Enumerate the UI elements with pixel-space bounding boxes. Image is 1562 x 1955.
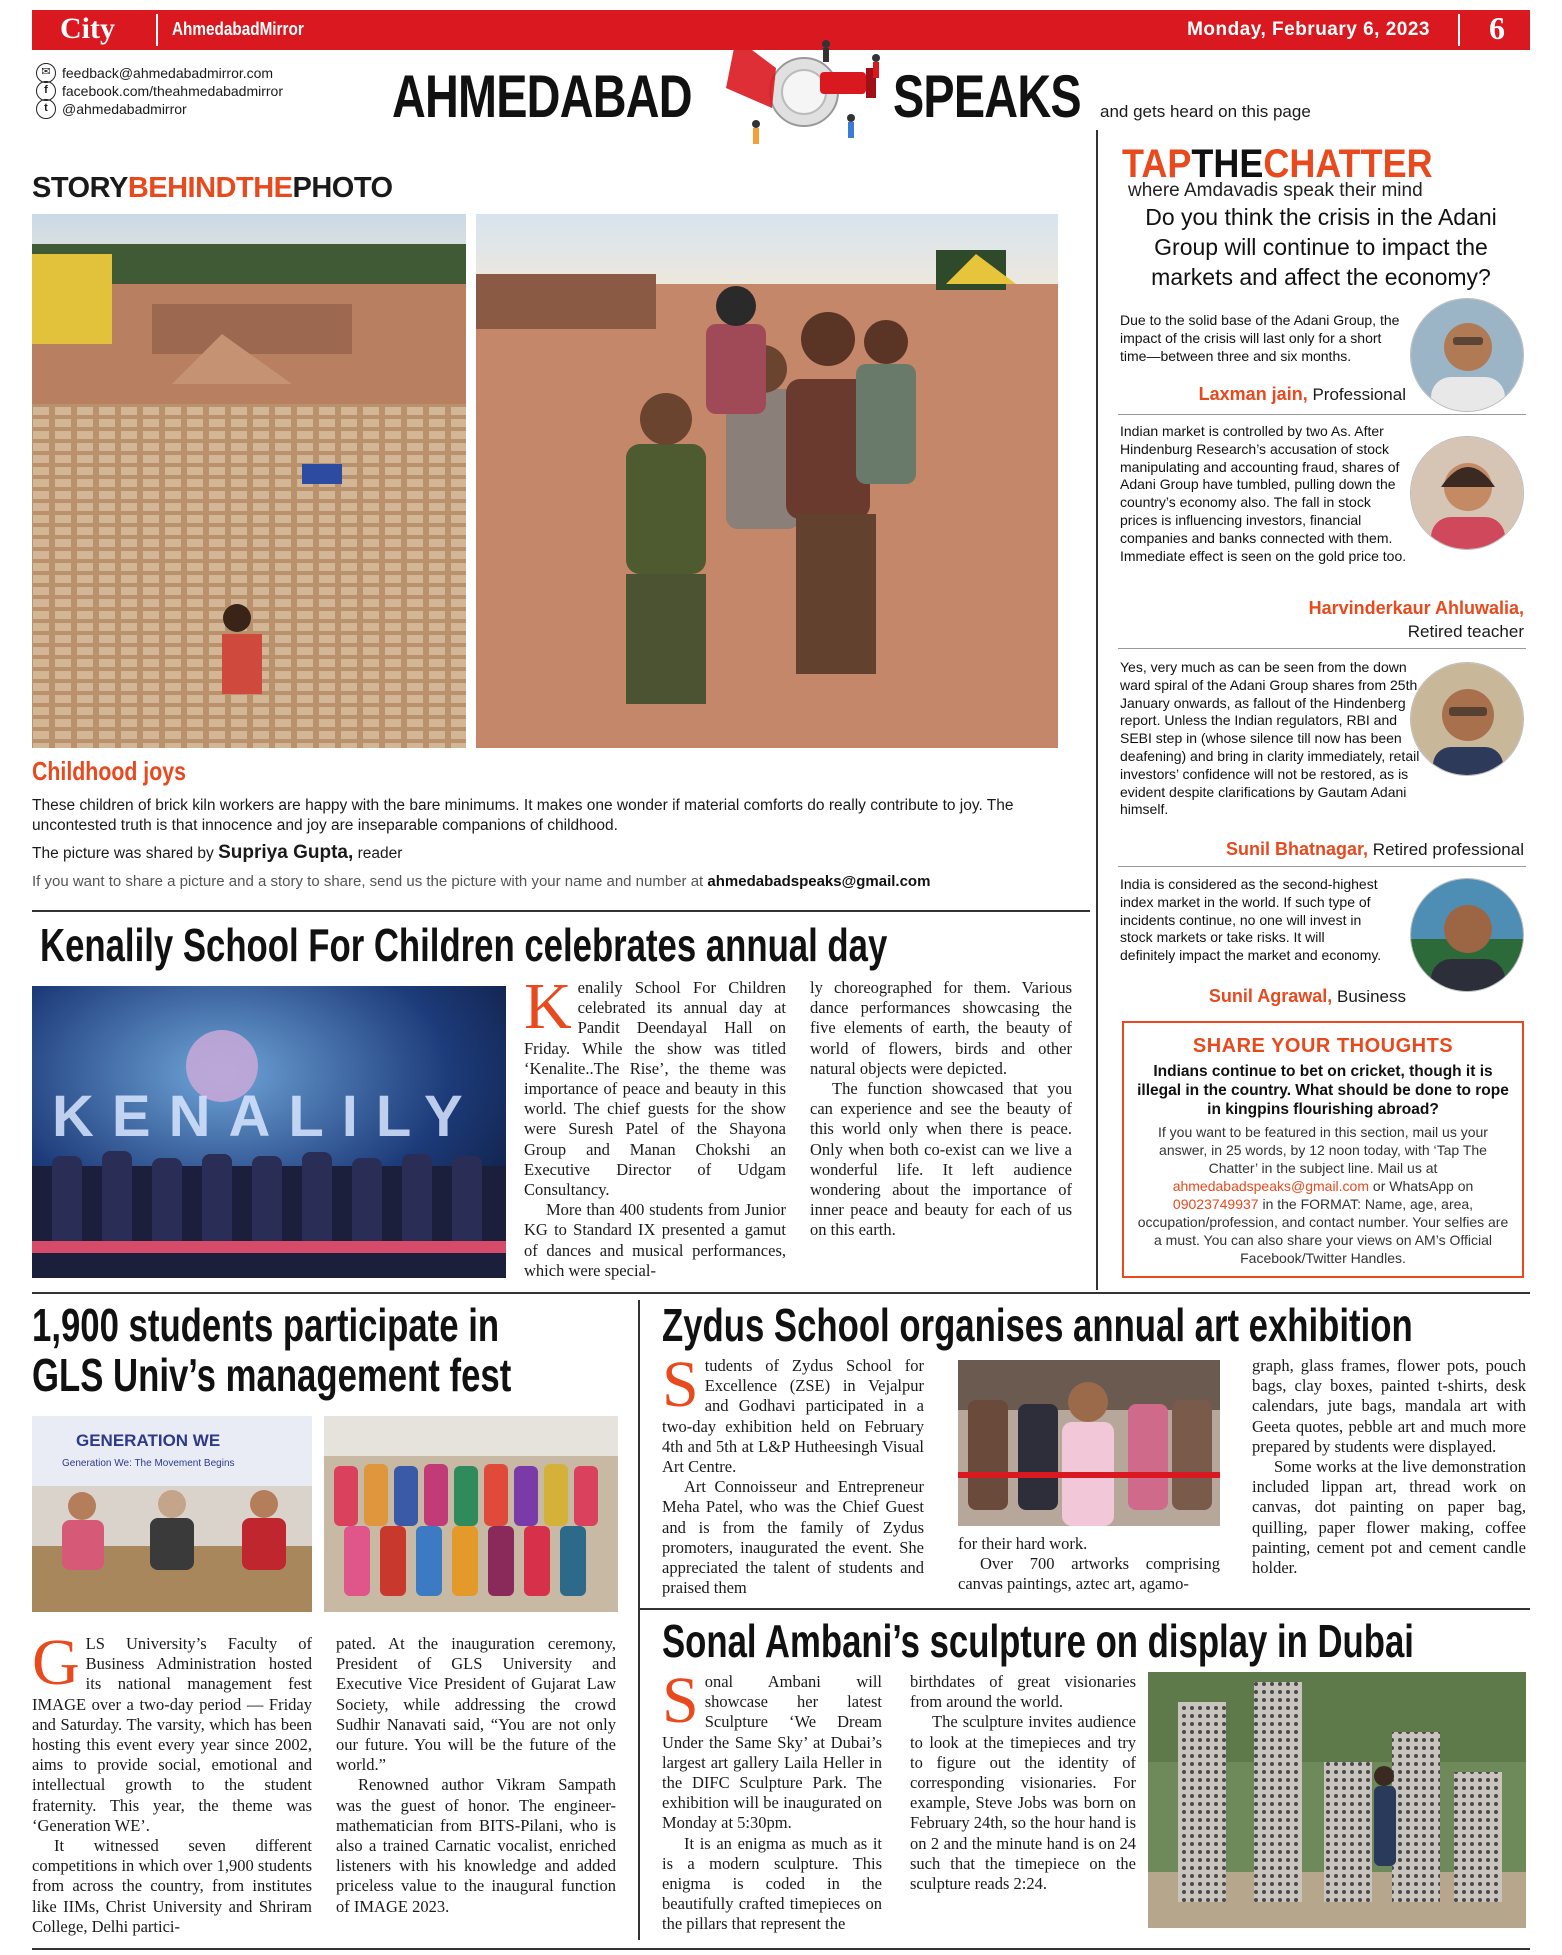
credit-name: Supriya Gupta,: [218, 842, 354, 863]
sonal-col-1: [662, 1664, 882, 1935]
issue-date: Monday, February 6, 2023: [1187, 19, 1430, 40]
avatar: [1410, 436, 1524, 550]
chatter-answer-1: Due to the solid base of the Adani Group, the impact of the crisis will last only for a short time—between three and six months.: [1120, 312, 1400, 364]
masthead-tagline: and gets heard on this page: [1100, 102, 1311, 121]
chatter-question: Do you think the crisis in the Adani Group will continue to impact the markets and affect the economy?: [1145, 204, 1497, 290]
photo-banner-sub: Generation We: The Movement Begins: [62, 1458, 235, 1469]
sonal-headline: Sonal Ambani’s sculpture on display in Dubai: [662, 1615, 1414, 1667]
title-part: BEHINDTHE: [127, 172, 293, 204]
share-instructions: [1134, 1123, 1512, 1267]
email-text: feedback@ahmedabadmirror.com: [62, 65, 274, 81]
credit-prefix: The picture was shared by: [32, 845, 214, 862]
author-name: Sunil Bhatnagar,: [1226, 839, 1369, 859]
stage-lettering: KENALILY: [52, 1084, 481, 1149]
column-rule: [1096, 130, 1098, 1290]
caption-heading-text: Childhood joys: [32, 756, 186, 786]
twitter-icon: t: [36, 99, 56, 119]
article-text: Over 700 artworks comprising canvas paintings, aztec art, agamo-: [958, 1554, 1220, 1594]
author-role: Retired professional: [1372, 840, 1524, 859]
submit-note: [32, 873, 930, 890]
article-text: graph, glass frames, flower pots, pouch bags, clay boxes, painted t-shirts, desk calendars, jute bags, mandala art with Geeta quotes, pebble art and much more prepared by students were displayed.: [1252, 1356, 1526, 1456]
facebook-text: facebook.com/theahmedabadmirror: [62, 83, 284, 99]
zydus-headline-wrap: [662, 1298, 1562, 1352]
gls-headline-line-2: GLS Univ’s management fest: [32, 1349, 512, 1401]
sonal-headline-wrap: [662, 1614, 1562, 1668]
answer-divider: [1118, 648, 1526, 649]
brick-kiln-photo: [32, 214, 466, 748]
share-email-link[interactable]: ahmedabadspeaks@gmail.com: [1172, 1178, 1370, 1194]
article-text: enalily School For Children celebrated its annual day at Pandit Deendayal Hall on Friday. While the show was titled ‘Kenalite..The Rise’, the theme was importance of peace and beauty in this world. The chief guests for the show were Suresh Patel of the Shayona Group and Manan Chokshi an Executive Director of Udgam Consultancy.: [524, 978, 786, 1200]
instructions-text: If you want to be featured in this section, mail us your answer, in 25 words, by 12 noon today, with ‘Tap The Chatter’ in the subject line. Mail us at: [1158, 1124, 1488, 1176]
author-name: Laxman jain,: [1198, 384, 1308, 404]
caption-heading: [32, 756, 220, 787]
photo-caption: These children of brick kiln workers are happy with the bare minimums. It makes one wonder if material comforts do really contribute to joy. The uncontested truth is that innocence and joy are inseparable companions of childhood.: [32, 797, 1014, 834]
author-role: Business: [1337, 987, 1406, 1006]
share-your-thoughts-box: [1122, 1021, 1524, 1278]
title-part: TAP: [1122, 142, 1192, 186]
author-name: Sunil Agrawal,: [1208, 986, 1333, 1006]
chatter-answer-3-author: [1226, 839, 1524, 860]
article-text: Art Connoisseur and Entrepreneur Meha Patel, who was the Chief Guest and is from the family of Zydus promoters, inaugurated the event. She appreciated the talent of students and praised them: [662, 1477, 924, 1598]
article-text: for their hard work.: [958, 1534, 1088, 1553]
chatter-answer-2-role: Retired teacher: [1407, 622, 1524, 641]
author-name: Harvinderkaur Ahluwalia,: [1308, 598, 1524, 618]
section-rule: [32, 910, 1090, 912]
share-question: Indians continue to bet on cricket, though it is illegal in the country. What should be done to rope in kingpins flourishing abroad?: [1137, 1063, 1509, 1118]
article-text: The sculpture invites audience to look at the timepieces and try to figure out the identity of corresponding visionaries. For example, Steve Jobs was born on February 24th, so the hour hand is on 2 and the minute hand is on 24 such that the timepiece on the sculpture reads 2:24.: [910, 1712, 1136, 1894]
instructions-text: in the FORMAT: Name, age, area, occupation/profession, and contact number. Your selfies are a must. You can also share your views on AM’s Official Facebook/Twitter Handles.: [1137, 1196, 1509, 1266]
gls-group-photo: [324, 1416, 618, 1612]
answer-divider: [1118, 414, 1526, 415]
avatar: [1410, 662, 1524, 776]
article-text: onal Ambani will showcase her latest Sculpture ‘We Dream Under the Same Sky’ at Dubai’s largest art gallery Laila Heller in the DIFC Sculpture Park. The exhibition will be inaugurated on Monday at 5:30pm.: [662, 1672, 882, 1833]
kenalily-col-2: [810, 978, 1072, 1241]
dropcap: K: [524, 970, 572, 1043]
article-text: ly choreographed for them. Various dance performances showcasing the five elements of earth, the beauty of world of flowers, birds and other natural objects were depicted.: [810, 978, 1072, 1078]
dropcap: G: [32, 1626, 80, 1699]
section-rule: [638, 1608, 1530, 1610]
avatar: [1410, 298, 1524, 412]
zydus-col-3: [1252, 1356, 1526, 1578]
gls-headline-wrap: [32, 1298, 667, 1402]
dropcap: S: [662, 1664, 699, 1737]
article-text: It witnessed seven different competitions in which over 1,900 students from across the country, from institutes like IIMs, Christ University and Shriram College, Delhi partici-: [32, 1836, 312, 1936]
section-rule: [32, 1948, 1530, 1950]
kenalily-stage-photo: [32, 986, 506, 1278]
loudspeaker-illustration: [716, 28, 886, 153]
chatter-answer-4-author: [1209, 986, 1406, 1007]
mail-icon: ✉: [36, 63, 56, 83]
contact-email[interactable]: [36, 64, 283, 82]
chatter-answer-4: India is considered as the second-highest index market in the world. If such type of incidents continue, no one will invest in stock markets or take risks. It will definitely impact the market and economy.: [1120, 876, 1382, 964]
kenalily-col-1: [524, 970, 786, 1281]
gls-headline-line-1: 1,900 students participate in: [32, 1299, 500, 1351]
chatter-answer-1-author: [1199, 384, 1406, 405]
title-part: STORY: [32, 172, 128, 204]
dropcap: S: [662, 1348, 699, 1421]
photo-banner: GENERATION WE: [76, 1431, 221, 1450]
article-text: The function showcased that you can experience and see the beauty of this world only when there is peace. Only when both co-exist can we live a wonderful life. It left audience wondering about the importance of inner peace and beauty for each of us on this earth.: [810, 1079, 1072, 1240]
chatter-answer-2: Indian market is controlled by two As. After Hindenburg Research’s accusation of stock manipulating and accounting fraud, shares of Adani Group have tumbled, pulling down the country’s economy also. The fall in stock prices is influencing investors, financial companies and banks connected with them. Immediate effect is seen on the gold price too.: [1120, 423, 1407, 564]
sonal-col-2: [910, 1672, 1136, 1894]
facebook-icon: f: [36, 81, 56, 101]
twitter-text: @ahmedabadmirror: [62, 101, 187, 117]
article-text: birthdates of great visionaries from around the world.: [910, 1672, 1136, 1712]
sculpture-photo: [1148, 1672, 1526, 1928]
gls-col-1: [32, 1626, 312, 1937]
contact-twitter[interactable]: [36, 100, 283, 118]
gls-col-2: [336, 1634, 616, 1917]
contact-facebook[interactable]: [36, 82, 283, 100]
title-part: THE: [1191, 142, 1264, 186]
masthead-left: AHMEDABAD: [392, 63, 692, 130]
zydus-headline: Zydus School organises annual art exhibition: [662, 1299, 1413, 1351]
section-name: City: [60, 12, 115, 45]
article-text: Renowned author Vikram Sampath was the guest of honor. The engineer-mathematician from BITS-Pilani, who is also a trained Carnatic vocalist, enriched listeners with his knowledge and added priceless value to the inaugural function of IMAGE 2023.: [336, 1775, 616, 1916]
share-title: SHARE YOUR THOUGHTS: [1192, 1035, 1454, 1057]
header-divider: [156, 14, 158, 46]
chatter-subtitle: where Amdavadis speak their mind: [1128, 180, 1423, 201]
article-text: Some works at the live demonstration included lippan art, thread work on canvas, dot painting on paper bag, quilling, paper flower making, coffee painting, cement pot and cement candle holder.: [1252, 1457, 1526, 1578]
kenalily-headline: Kenalily School For Children celebrates annual day: [40, 919, 888, 971]
article-text: It is an enigma as much as it is a modern sculpture. This enigma is coded in the beautifully crafted timepieces on the pillars that represent the: [662, 1833, 882, 1934]
article-text: pated. At the inauguration ceremony, President of GLS University and Executive Vice President of Gujarat Law Society, while addressing the crowd Sudhir Nanavati said, “You are not only our future. You will be the future of the world.”: [336, 1634, 616, 1775]
chatter-answer-3: Yes, very much as can be seen from the down ward spiral of the Adani Group shares from 25th January onwards, as fallout of the Hindenberg report. Unless the Indian regulators, RBI and SEBI step in (whose silence till now has been deafening) and bring in clarity immediately, retail investors’ confidence will not be restored, as is evident despite clarifications by Gautam Adani himself.: [1120, 659, 1420, 818]
article-text: More than 400 students from Junior KG to Standard IX presented a gamut of dances and musical performances, which were special-: [524, 1200, 786, 1280]
story-behind-photo-title: [32, 172, 393, 205]
avatar: [1410, 878, 1524, 992]
title-part: CHATTER: [1263, 142, 1433, 186]
submit-note-text: If you want to share a picture and a story to share, send us the picture with your name and number at: [32, 873, 704, 890]
credit-suffix: reader: [357, 845, 403, 862]
instructions-text: or WhatsApp on: [1372, 1178, 1474, 1194]
zydus-col-2: [958, 1534, 1220, 1595]
page-number: 6: [1489, 10, 1505, 46]
article-text: tudents of Zydus School for Excellence (ZSE) in Vejalpur and Godhavi participated in a two-day exhibition held on February 4th and 5th at L&P Hutheesingh Visual Art Centre.: [662, 1356, 924, 1477]
masthead-right: SPEAKS: [893, 63, 1081, 130]
zydus-col-1: [662, 1348, 924, 1598]
section-rule: [32, 1292, 1530, 1294]
header-divider: [1458, 14, 1460, 46]
answer-divider: [1118, 866, 1526, 867]
photo-credit: [32, 842, 402, 864]
share-phone-link[interactable]: 09023749937: [1172, 1196, 1259, 1212]
submit-email-link[interactable]: ahmedabadspeaks@gmail.com: [707, 873, 931, 890]
children-photo: [476, 214, 1058, 748]
kenalily-headline-wrap: [40, 918, 1162, 972]
zydus-ribbon-cutting-photo: [958, 1360, 1220, 1526]
chatter-answer-2-author: [1309, 598, 1524, 619]
paper-name: AhmedabadMirror: [172, 19, 304, 39]
gls-panel-photo: [32, 1416, 312, 1612]
article-text: LS University’s Faculty of Business Administration hosted its national management fest IMAGE over a two-day period — Friday and Saturday. The varsity, which has been hosting this event every year since 2002, aims to provide social, emotional and intellectual growth to the student fraternity. This year, the theme was ‘Generation WE’.: [32, 1634, 312, 1835]
contact-list: [36, 64, 283, 118]
author-role: Professional: [1312, 385, 1406, 404]
title-part: PHOTO: [292, 172, 393, 204]
